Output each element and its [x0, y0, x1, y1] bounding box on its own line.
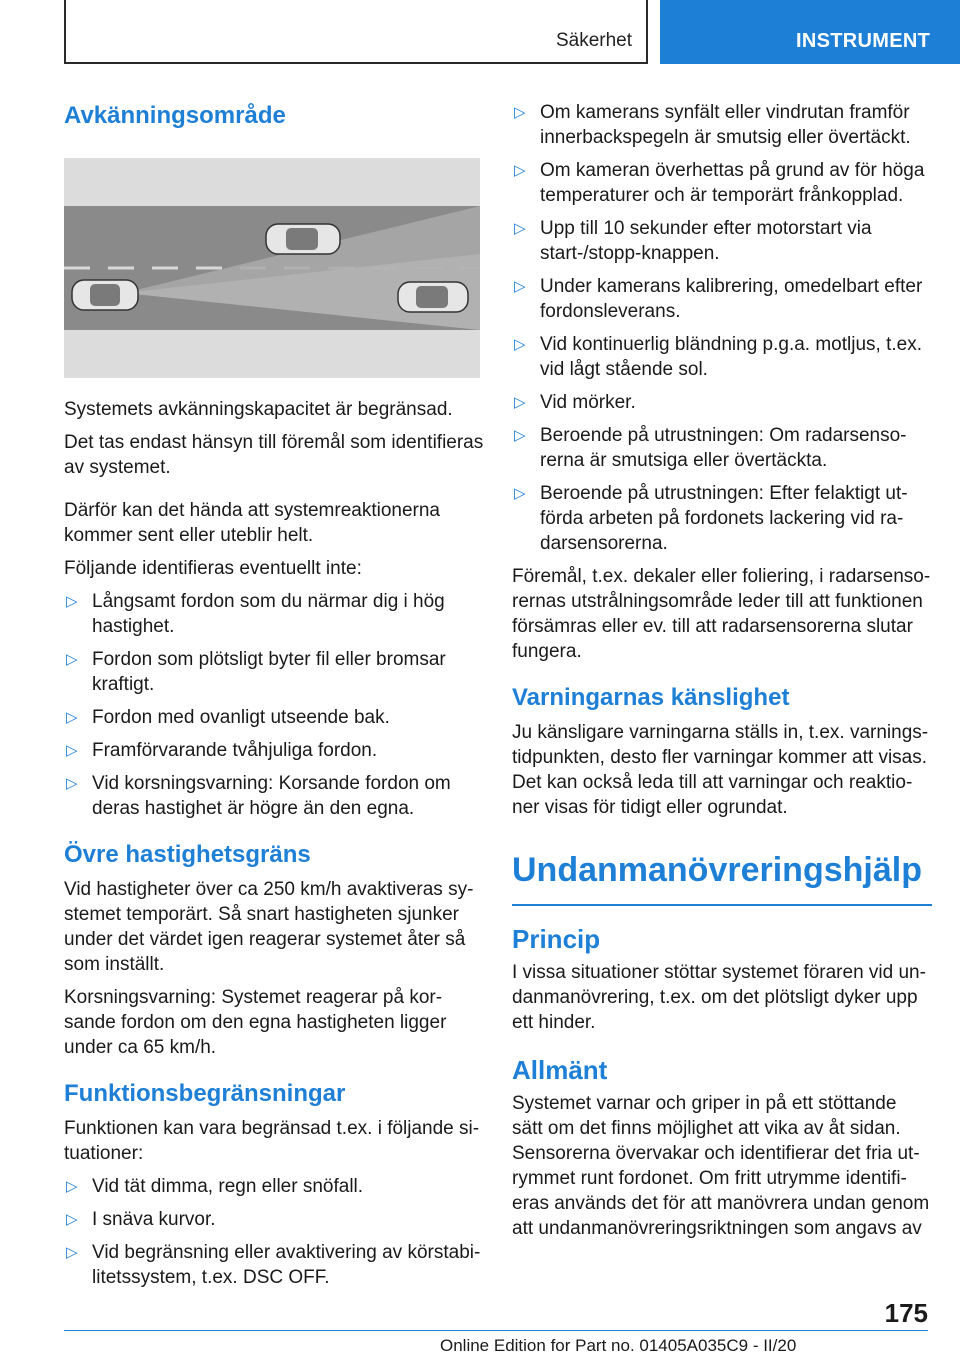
- triangle-bullet-icon: ▷: [514, 427, 526, 444]
- own-car-icon: [72, 280, 138, 310]
- triangle-bullet-icon: ▷: [66, 775, 78, 792]
- triangle-bullet-icon: ▷: [514, 162, 526, 179]
- list-item: ▷ Fordon med ovanligt utseende bak.: [66, 707, 390, 728]
- paragraph: Systemets avkänningskapacitet är begränsad.: [64, 399, 453, 420]
- list-item: ▷ I snäva kurvor.: [66, 1209, 216, 1230]
- bullet-list-limits: [64, 1174, 484, 1290]
- paragraph: Föremål, t.ex. dekaler eller foliering, i radarsensorernas utstrålningsområde leder till att funktionen försämras eller ev. till att radarsensorerna slutar fungera.: [512, 566, 931, 662]
- list-item: ▷ Om kamerans synfält eller vindrutan framför innerbackspegeln är smutsig eller övertäckt.: [514, 102, 911, 148]
- triangle-bullet-icon: ▷: [514, 485, 526, 502]
- paragraph: Vid hastigheter över ca 250 km/h avaktiveras systemet temporärt. Så snart hastigheten sjunker under det värdet igen reagerar systemet åter så som inställt.: [64, 879, 474, 975]
- triangle-bullet-icon: ▷: [66, 1244, 78, 1261]
- list-item: ▷ Upp till 10 sekunder efter motorstart via start-/stopp-knappen.: [514, 218, 872, 264]
- bullet-list-undetected: [64, 589, 484, 821]
- paragraph: Det tas endast hänsyn till föremål som identifieras av systemet.: [64, 432, 484, 478]
- heading-detection-area: Avkänningsområde: [64, 102, 286, 129]
- list-item: ▷ Framförvarande tvåhjuliga fordon.: [66, 740, 378, 761]
- paragraph: Ju känsligare varningarna ställs in, t.ex. varningstidpunkten, desto fler varningar kommer att visas. Det kan också leda till att varningar och reaktioner visas för tidigt eller ogrundat.: [512, 722, 929, 818]
- heading-function-limits: Funktionsbegränsningar: [64, 1080, 346, 1107]
- paragraph: Korsningsvarning: Systemet reagerar på korsande fordon om den egna hastigheten ligger under ca 65 km/h.: [64, 987, 447, 1058]
- triangle-bullet-icon: ▷: [66, 593, 78, 610]
- list-item: ▷ Långsamt fordon som du närmar dig i hög hastighet.: [66, 591, 445, 637]
- list-item: ▷ Vid tät dimma, regn eller snöfall.: [66, 1176, 364, 1197]
- car-ahead-icon: [266, 224, 340, 254]
- paragraph: I vissa situationer stöttar systemet föraren vid undanmanövrering, t.ex. om det plötsligt dyker upp ett hinder.: [512, 962, 926, 1033]
- header-section-title: Säkerhet: [555, 30, 632, 51]
- bullet-list-limits-continued: [512, 100, 932, 556]
- heading-general: Allmänt: [512, 1055, 608, 1085]
- heading-evasion-assistant: Undanmanövreringshjälp: [512, 848, 932, 906]
- paragraph: Funktionen kan vara begränsad t.ex. i följande situationer:: [64, 1118, 480, 1164]
- list-item: ▷ Beroende på utrustningen: Efter felaktigt utförda arbeten på fordonets lackering vid radarsensorerna.: [514, 483, 908, 554]
- left-column: [64, 100, 484, 1298]
- triangle-bullet-icon: ▷: [514, 104, 526, 121]
- triangle-bullet-icon: ▷: [514, 336, 526, 353]
- triangle-bullet-icon: ▷: [514, 394, 526, 411]
- triangle-bullet-icon: ▷: [66, 742, 78, 759]
- list-item: ▷ Vid mörker.: [514, 392, 636, 413]
- detection-area-illustration: [64, 158, 480, 378]
- triangle-bullet-icon: ▷: [66, 651, 78, 668]
- list-item: ▷ Under kamerans kalibrering, omedelbart efter fordonsleverans.: [514, 276, 923, 322]
- list-item: ▷ Vid korsningsvarning: Korsande fordon om deras hastighet är högre än den egna.: [66, 773, 451, 819]
- footer-divider: [64, 1330, 928, 1331]
- triangle-bullet-icon: ▷: [514, 220, 526, 237]
- triangle-bullet-icon: ▷: [66, 1211, 78, 1228]
- paragraph: Systemet varnar och griper in på ett stöttande sätt om det finns möjlighet att vika av åt sidan. Sensorerna övervakar och identifierar det fria utrymmet runt fordonet. Om fritt utrymme identifieras används det för att manövrera undan genom att undanmanövreringsriktningen som angavs av: [512, 1093, 930, 1239]
- paragraph: Följande identifieras eventuellt inte:: [64, 558, 362, 579]
- triangle-bullet-icon: ▷: [66, 709, 78, 726]
- heading-speed-limit: Övre hastighetsgräns: [64, 841, 311, 868]
- list-item: ▷ Vid begränsning eller avaktivering av körstabilitetssystem, t.ex. DSC OFF.: [66, 1242, 481, 1288]
- heading-warning-sensitivity: Varningarnas känslighet: [512, 684, 790, 711]
- page-number: 175: [884, 1298, 928, 1328]
- right-column: [512, 100, 932, 1249]
- paragraph: Därför kan det hända att systemreaktionerna kommer sent eller uteblir helt.: [64, 500, 440, 546]
- triangle-bullet-icon: ▷: [66, 1178, 78, 1195]
- heading-principle: Princip: [512, 924, 601, 954]
- header-chapter-tab[interactable]: [660, 0, 960, 64]
- list-item: ▷ Fordon som plötsligt byter fil eller bromsar kraftigt.: [66, 649, 446, 695]
- list-item: ▷ Vid kontinuerlig bländning p.g.a. motljus, t.ex. vid lågt stående sol.: [514, 334, 922, 380]
- footer-edition: Online Edition for Part no. 01405A035C9 - II/20: [440, 1336, 797, 1355]
- car-front-icon: [398, 282, 468, 312]
- header-chapter-title: INSTRUMENT: [796, 30, 931, 52]
- list-item: ▷ Om kameran överhettas på grund av för höga temperaturer och är temporärt frånkopplad.: [514, 160, 925, 206]
- header-section-box: [64, 0, 648, 64]
- list-item: ▷ Beroende på utrustningen: Om radarsensorerna är smutsiga eller övertäckta.: [514, 425, 907, 471]
- triangle-bullet-icon: ▷: [514, 278, 526, 295]
